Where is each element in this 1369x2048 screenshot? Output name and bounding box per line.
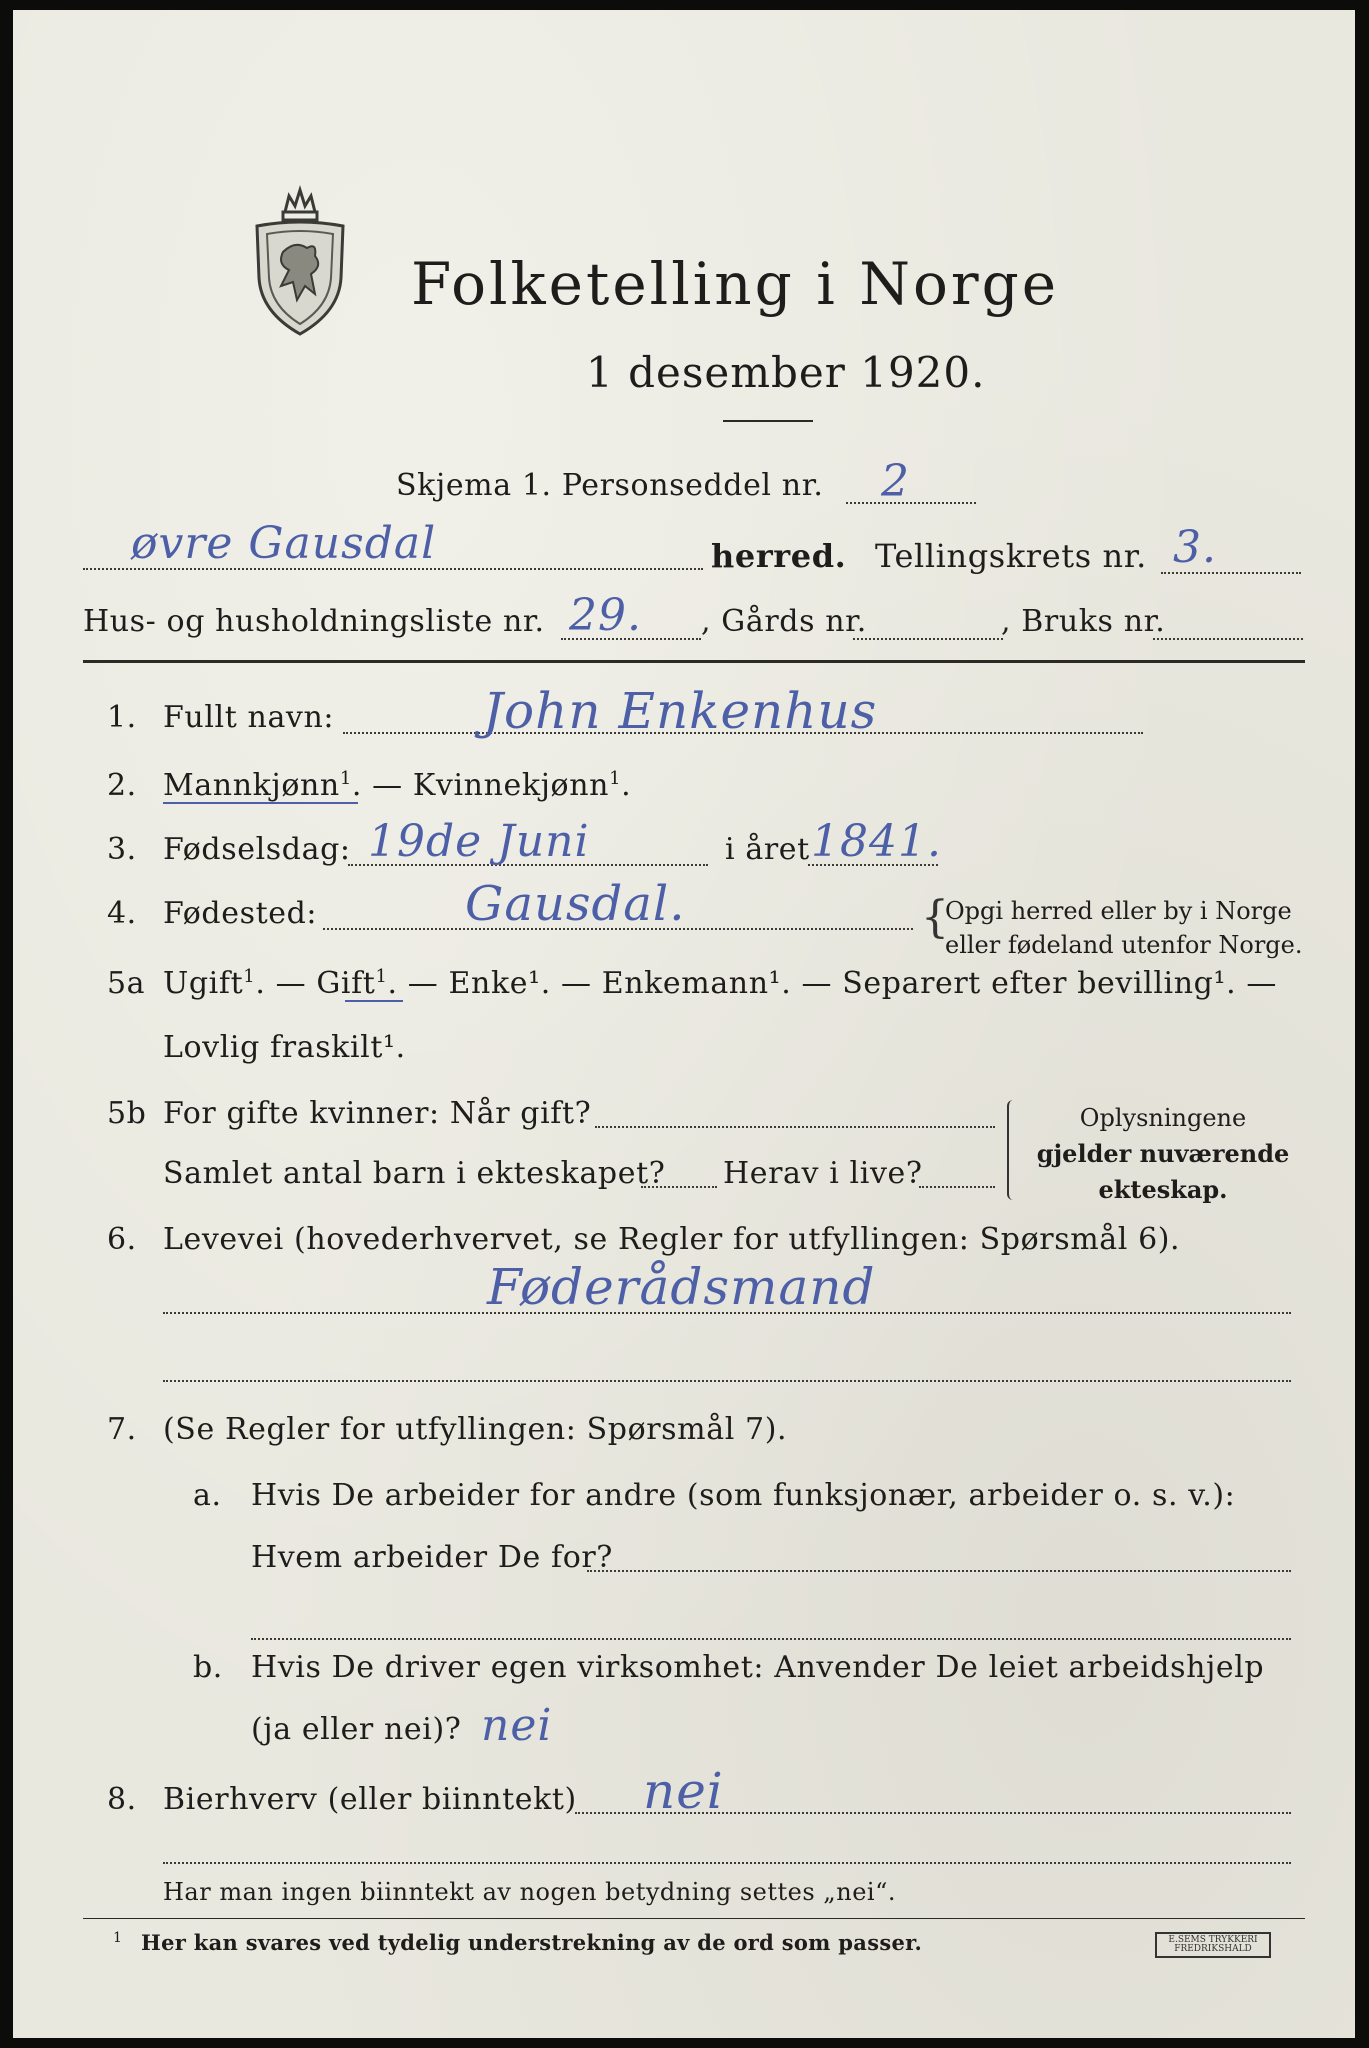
occupation-value: Føderådsmand [487, 1258, 876, 1316]
full-name-value: John Enkenhus [483, 682, 878, 740]
q6-number: 6. [107, 1222, 137, 1257]
form-date: 1 desember 1920. [586, 348, 986, 397]
printer-stamp: E.SEMS TRYKKERI FREDRIKSHALD [1155, 1932, 1271, 1958]
q4-note: Opgi herred eller by i Norge eller fødeland utenfor Norge. [945, 897, 1303, 959]
tellingskrets-value: 3. [1173, 522, 1217, 573]
hus-value: 29. [569, 590, 642, 641]
employer-field[interactable] [587, 1570, 1291, 1572]
married-underline [345, 1000, 403, 1002]
q5b-number: 5b [107, 1096, 147, 1131]
form-title: Folketelling i Norge [411, 250, 1060, 318]
children-total-field[interactable] [641, 1186, 717, 1188]
q8-label: Bierhverv (eller biinntekt) [163, 1782, 577, 1817]
bruks-label: , Bruks nr. [1001, 604, 1166, 639]
male-underline [163, 802, 358, 804]
q7b-line2: (ja eller nei)? [251, 1712, 462, 1747]
birth-year-value: 1841. [811, 816, 942, 867]
q5a-line2[interactable]: Lovlig fraskilt¹. [163, 1030, 406, 1065]
hired-help-value: nei [481, 1700, 553, 1751]
gards-field[interactable] [853, 638, 1003, 640]
occupation-field-2[interactable] [163, 1380, 1291, 1382]
footer-divider [83, 1918, 1305, 1919]
q4-label: Fødested: [163, 896, 318, 931]
q2-line: Mannkjønn$^1$. — Kvinnekjønn$^1$. [163, 768, 632, 803]
birthplace-value: Gausdal. [465, 876, 686, 932]
q4-brace: { [921, 892, 949, 943]
q4-number: 4. [107, 896, 137, 931]
q5b-line1: For gifte kvinner: Når gift? [163, 1096, 592, 1131]
q5b-note: Oplysningene gjelder nuværende ekteskap. [1036, 1104, 1290, 1204]
coat-of-arms-icon [245, 182, 355, 342]
q7a-line1: Hvis De arbeider for andre (som funksjonær, arbeider o. s. v.): [251, 1478, 1236, 1513]
tellingskrets-label: Tellingskrets nr. [875, 537, 1147, 575]
year-label: i året [725, 832, 810, 867]
female-option[interactable]: Kvinnekjønn [412, 768, 610, 803]
q3-number: 3. [107, 832, 137, 867]
q7-label: (Se Regler for utfyllingen: Spørsmål 7). [163, 1412, 788, 1447]
q1-label: Fullt navn: [163, 700, 335, 735]
children-alive-field[interactable] [919, 1186, 995, 1188]
footnote-mark: 1 [113, 1930, 122, 1946]
gards-label: , Gårds nr. [701, 604, 867, 639]
personseddel-value: 2 [881, 456, 910, 507]
q5a-number: 5a [107, 966, 146, 1001]
q3-label: Fødselsdag: [163, 832, 351, 867]
header-divider [83, 660, 1305, 663]
schema-label: Skjema 1. Personseddel nr. [396, 468, 824, 503]
bruks-field[interactable] [1153, 638, 1303, 640]
title-divider [723, 420, 813, 422]
personseddel-field[interactable] [846, 502, 976, 504]
q8-number: 8. [107, 1782, 137, 1817]
q1-number: 1. [107, 700, 137, 735]
q5a-line1: Ugift$^1$. — Gift$^1$. — Enke¹. — Enkemann¹. — Separert efter bevilling¹. — [163, 966, 1277, 1001]
q2-number: 2. [107, 768, 137, 803]
q5b-brace [1007, 1100, 1013, 1200]
side-income-value: nei [643, 1762, 724, 1820]
footnote: Her kan svares ved tydelig understrekning av de ord som passer. [141, 1930, 923, 1955]
q7a-letter: a. [193, 1478, 222, 1513]
herred-label: herred. [711, 537, 847, 575]
marriage-date-field[interactable] [595, 1126, 995, 1128]
q7b-line1: Hvis De driver egen virksomhet: Anvender De leiet arbeidshjelp [251, 1650, 1265, 1685]
q7-number: 7. [107, 1412, 137, 1447]
q7a-line2: Hvem arbeider De for? [251, 1540, 613, 1575]
q5b-alive-label: Herav i live? [723, 1156, 923, 1191]
q7b-letter: b. [193, 1650, 223, 1685]
birthday-value: 19de Juni [368, 816, 590, 867]
census-form [13, 10, 1355, 2038]
employer-field-2[interactable] [251, 1638, 1291, 1640]
hus-label: Hus- og husholdningsliste nr. [83, 604, 545, 639]
male-option[interactable]: Mannkjønn [163, 768, 340, 803]
q6-label: Levevei (hovederhvervet, se Regler for utfyllingen: Spørsmål 6). [163, 1222, 1181, 1257]
unmarried-option[interactable]: Ugift [163, 966, 244, 1001]
q5b-children-label: Samlet antal barn i ekteskapet? [163, 1156, 666, 1191]
married-option[interactable]: Gift [316, 966, 376, 1001]
herred-value: øvre Gausdal [131, 518, 437, 569]
side-income-field-2[interactable] [163, 1862, 1291, 1864]
biinntekt-note: Har man ingen biinntekt av nogen betydning settes „nei“. [163, 1878, 896, 1906]
